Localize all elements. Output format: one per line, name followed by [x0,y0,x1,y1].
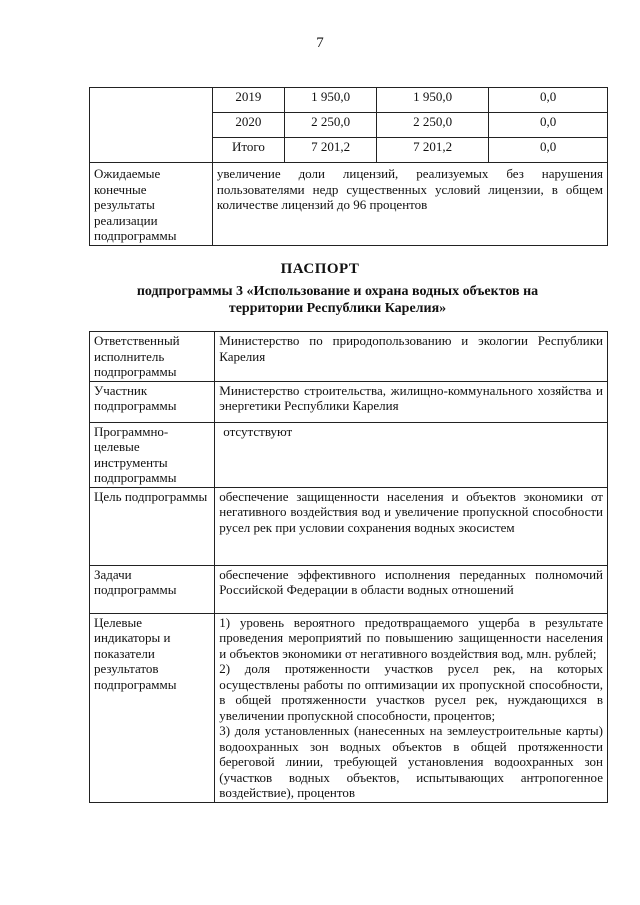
table-row [90,613,608,802]
row-label: Участник подпрограммы [90,381,215,422]
total-label-cell: Итого [212,138,284,163]
value-cell: 7 201,2 [284,138,376,163]
expected-results-text: увеличение доли лицензий, реализуемых без нарушения пользователями недр существенных условий лицензии, в общем количестве лицензий до 96 процентов [212,163,607,246]
value-cell: 7 201,2 [377,138,489,163]
year-cell: 2019 [212,88,284,113]
table-row [90,332,608,382]
value-cell: 2 250,0 [377,113,489,138]
passport-title: ПАСПОРТ [280,261,360,277]
indicator-item: 3) доля установленных (нанесенных на землеустроительные карты) водоохранных зон водных объектов в общей протяженности береговой линии, требующей установления водоохранных зон (участков водных объектов, испытывающих антропогенное воздействие), процентов [219,723,603,800]
indicators-label: Целевые индикаторы и показатели результатов подпрограммы [90,613,215,802]
row-label: Программно-целевые инструменты подпрограммы [90,422,215,487]
expected-results-label: Ожидаемые конечные результаты реализации подпрограммы [90,163,213,246]
row-label: Задачи подпрограммы [90,565,215,613]
table-row [90,163,608,246]
table-row [90,565,608,613]
row-label: Ответственный исполнитель подпрограммы [90,332,215,382]
funding-table [89,87,608,246]
page-number: 7 [316,35,324,51]
value-cell: 2 250,0 [284,113,376,138]
row-value: обеспечение защищенности населения и объектов экономики от негативного воздействия вод и увеличение пропускной способности русел рек при условии сохранения водных экосистем [215,487,608,565]
passport-table [89,331,608,803]
indicator-item: 1) уровень вероятного предотвращаемого ущерба в результате проведения мероприятий по повышению защищенности населения и объектов экономики от негативного воздействия вод, млн. рублей; [219,614,603,661]
table-row [90,487,608,565]
row-value: отсутствуют [215,422,608,487]
year-cell: 2020 [212,113,284,138]
value-cell: 0,0 [489,113,608,138]
row-value: обеспечение эффективного исполнения переданных полномочий Российской Федерации в области водных отношений [215,565,608,613]
value-cell: 0,0 [489,88,608,113]
table-row [90,422,608,487]
row-value: Министерство строительства, жилищно-коммунального хозяйства и энергетики Республики Карелия [215,381,608,422]
indicator-item: 2) доля протяженности участков русел рек, на которых осуществлены работы по оптимизации их пропускной способности, в общей протяженности участков русел рек, нуждающихся в увеличении пропускной способности, процентов; [219,661,603,723]
empty-cell [90,88,213,163]
row-value: Министерство по природопользованию и экологии Республики Карелия [215,332,608,382]
table-row [90,88,608,113]
value-cell: 0,0 [489,138,608,163]
table-row [90,381,608,422]
passport-subtitle: подпрограммы 3 «Использование и охрана водных объектов на территории Республики Карелия» [136,284,539,316]
value-cell: 1 950,0 [377,88,489,113]
row-label: Цель подпрограммы [90,487,215,565]
value-cell: 1 950,0 [284,88,376,113]
indicators-list [215,613,608,802]
